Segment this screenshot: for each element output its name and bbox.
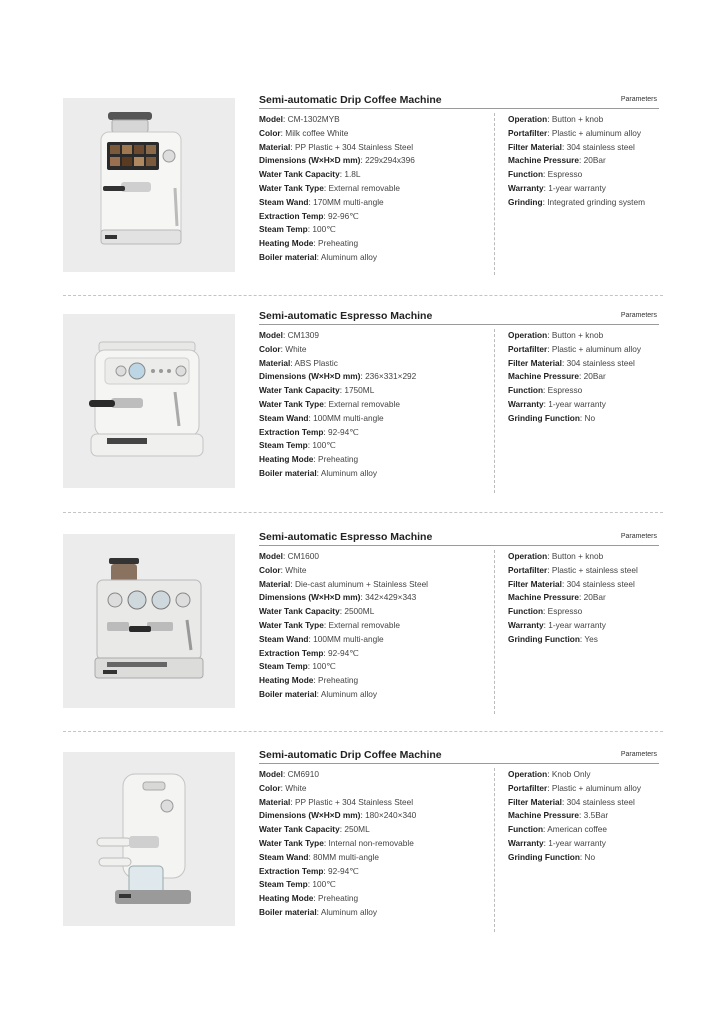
spec-row: Heating Mode: Preheating (259, 454, 359, 465)
spec-row: Portafilter: Plastic + stainless steel (508, 564, 638, 575)
spec-list-left (259, 550, 428, 702)
spec-row: Heating Mode: Preheating (259, 238, 359, 249)
spec-row: Function: American coffee (508, 824, 607, 835)
spec-row: Filter Material: 304 stainless steel (508, 796, 635, 807)
spec-row: Steam Temp: 100℃ (259, 879, 336, 890)
spec-list-left (259, 768, 416, 920)
spec-row: Color: White (259, 564, 307, 575)
spec-row: Water Tank Capacity: 1.8L (259, 169, 361, 180)
spec-row: Filter Material: 304 stainless steel (508, 141, 635, 152)
parameters-label: Parameters (620, 533, 657, 540)
spec-row: Operation: Button + knob (508, 114, 604, 124)
spec-row: Operation: Button + knob (508, 330, 604, 340)
product-title-bar (259, 311, 659, 325)
spec-row: Water Tank Type: Internal non-removable (259, 837, 414, 848)
product-title: Semi-automatic Espresso Machine (259, 531, 433, 543)
product-photo (63, 752, 235, 926)
spec-row: Water Tank Capacity: 250ML (259, 824, 370, 835)
section-divider (63, 295, 663, 296)
spec-row: Model: CM-1302MYB (259, 114, 340, 124)
spec-row: Function: Espresso (508, 385, 583, 396)
spec-row: Extraction Temp: 92-96℃ (259, 210, 359, 221)
spec-row: Color: Milk coffee White (259, 127, 349, 138)
spec-row: Steam Temp: 100℃ (259, 224, 336, 235)
spec-row: Portafilter: Plastic + aluminum alloy (508, 127, 642, 138)
spec-row: Warranty: 1-year warranty (508, 837, 606, 848)
spec-row: Model: CM1600 (259, 551, 319, 561)
column-divider (494, 550, 495, 714)
spec-row: Dimensions (W×H×D mm): 236×331×292 (259, 371, 417, 382)
product-photo (63, 534, 235, 708)
spec-row: Material: PP Plastic + 304 Stainless Steel (259, 141, 414, 152)
spec-row: Grinding: Integrated grinding system (508, 196, 645, 207)
section-divider (63, 731, 663, 732)
column-divider (494, 768, 495, 932)
spec-row: Water Tank Type: External removable (259, 619, 400, 630)
spec-row: Dimensions (W×H×D mm): 180×240×340 (259, 810, 417, 821)
spec-row: Steam Temp: 100℃ (259, 440, 336, 451)
spec-row: Water Tank Type: External removable (259, 398, 400, 409)
parameters-label: Parameters (620, 96, 657, 103)
spec-row: Extraction Temp: 92-94℃ (259, 647, 359, 658)
spec-row: Function: Espresso (508, 169, 583, 180)
spec-row: Machine Pressure: 20Bar (508, 155, 606, 166)
spec-row: Material: Die-cast aluminum + Stainless Steel (259, 578, 429, 589)
spec-row: Machine Pressure: 20Bar (508, 592, 606, 603)
spec-row: Boiler material: Aluminum alloy (259, 688, 378, 699)
spec-row: Portafilter: Plastic + aluminum alloy (508, 343, 642, 354)
spec-row: Warranty: 1-year warranty (508, 182, 606, 193)
section-divider (63, 512, 663, 513)
spec-row: Steam Temp: 100℃ (259, 661, 336, 672)
spec-row: Dimensions (W×H×D mm): 342×429×343 (259, 592, 417, 603)
spec-list-right (508, 768, 641, 865)
spec-row: Model: CM6910 (259, 769, 319, 779)
spec-row: Water Tank Capacity: 1750ML (259, 385, 375, 396)
product-title-bar (259, 532, 659, 546)
spec-row: Operation: Button + knob (508, 551, 604, 561)
spec-row: Heating Mode: Preheating (259, 675, 359, 686)
spec-row: Filter Material: 304 stainless steel (508, 357, 635, 368)
spec-row: Steam Wand: 100MM multi-angle (259, 633, 384, 644)
spec-row: Material: PP Plastic + 304 Stainless Steel (259, 796, 414, 807)
spec-row: Steam Wand: 170MM multi-angle (259, 196, 384, 207)
spec-row: Warranty: 1-year warranty (508, 398, 606, 409)
spec-row: Boiler material: Aluminum alloy (259, 251, 378, 262)
spec-row: Grinding Function: No (508, 851, 596, 862)
spec-row: Color: White (259, 782, 307, 793)
spec-list-right (508, 550, 638, 647)
parameters-label: Parameters (620, 751, 657, 758)
spec-row: Material: ABS Plastic (259, 357, 338, 368)
spec-row: Extraction Temp: 92-94℃ (259, 865, 359, 876)
spec-row: Filter Material: 304 stainless steel (508, 578, 635, 589)
spec-row: Boiler material: Aluminum alloy (259, 906, 378, 917)
product-photo (63, 314, 235, 488)
product-title: Semi-automatic Drip Coffee Machine (259, 94, 442, 106)
column-divider (494, 329, 495, 493)
spec-row: Extraction Temp: 92-94℃ (259, 426, 359, 437)
parameters-label: Parameters (620, 312, 657, 319)
product-title: Semi-automatic Drip Coffee Machine (259, 749, 442, 761)
spec-row: Heating Mode: Preheating (259, 893, 359, 904)
spec-row: Model: CM1309 (259, 330, 319, 340)
spec-row: Water Tank Capacity: 2500ML (259, 606, 375, 617)
spec-row: Warranty: 1-year warranty (508, 619, 606, 630)
spec-row: Color: White (259, 343, 307, 354)
spec-row: Water Tank Type: External removable (259, 182, 400, 193)
spec-row: Machine Pressure: 3.5Bar (508, 810, 609, 821)
product-title-bar (259, 750, 659, 764)
spec-row: Function: Espresso (508, 606, 583, 617)
spec-row: Machine Pressure: 20Bar (508, 371, 606, 382)
spec-row: Grinding Function: Yes (508, 633, 598, 644)
spec-row: Dimensions (W×H×D mm): 229x294x396 (259, 155, 415, 166)
spec-row: Steam Wand: 80MM multi-angle (259, 851, 380, 862)
spec-list-right (508, 329, 641, 426)
spec-row: Grinding Function: No (508, 412, 596, 423)
spec-list-left (259, 329, 416, 481)
spec-row: Operation: Knob Only (508, 769, 591, 779)
spec-row: Boiler material: Aluminum alloy (259, 467, 378, 478)
spec-row: Steam Wand: 100MM multi-angle (259, 412, 384, 423)
spec-row: Portafilter: Plastic + aluminum alloy (508, 782, 642, 793)
product-title: Semi-automatic Espresso Machine (259, 310, 433, 322)
